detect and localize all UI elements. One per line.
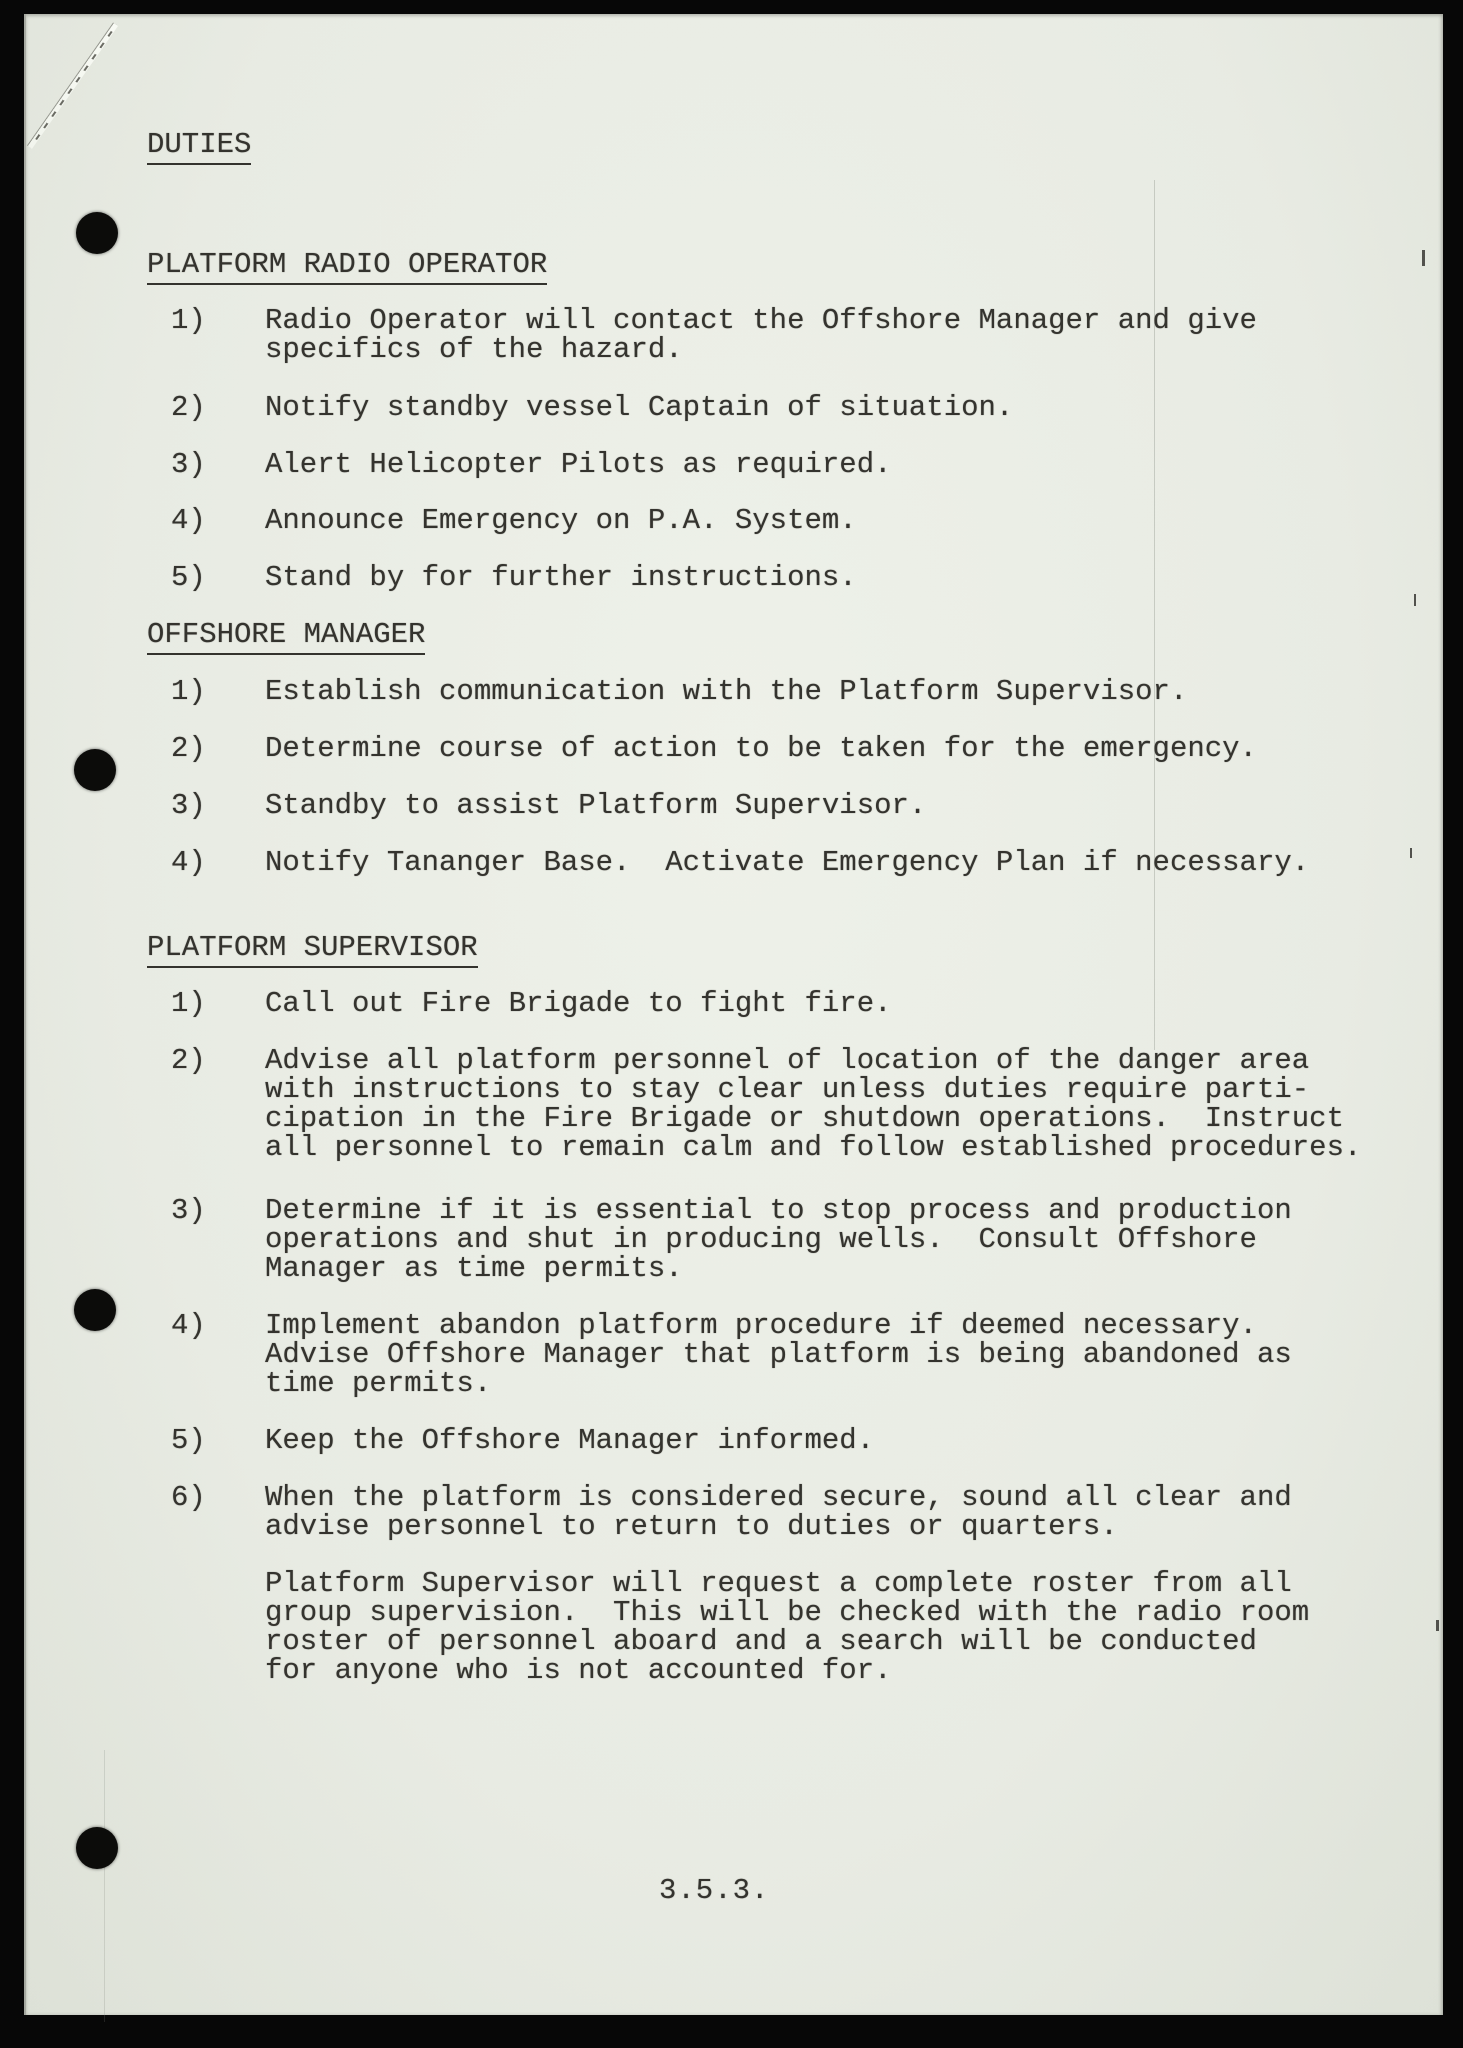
duty-list-item	[171, 393, 1013, 422]
item-text	[265, 1311, 1292, 1398]
item-text	[265, 393, 1013, 422]
scan-scratch-artifact	[28, 23, 118, 149]
duty-list-item	[171, 791, 926, 820]
text-line: Announce Emergency on P.A. System.	[265, 504, 857, 537]
text-line: for anyone who is not accounted for.	[265, 1654, 892, 1687]
text-line: Call out Fire Brigade to fight fire.	[265, 987, 892, 1020]
item-number: 2)	[171, 1044, 206, 1077]
duty-list-item	[171, 563, 857, 592]
duty-list-item	[171, 306, 1257, 364]
page-number: 3.5.3.	[659, 1874, 770, 1907]
text-line: advise personnel to return to duties or quarters.	[265, 1510, 1118, 1543]
item-text	[265, 989, 892, 1018]
item-number: 4)	[171, 504, 206, 537]
section-heading-text: OFFSHORE MANAGER	[147, 620, 425, 655]
text-line: Notify Tananger Base. Activate Emergency Plan if necessary.	[265, 846, 1310, 879]
text-line: Platform Supervisor will request a complete roster from all	[265, 1567, 1292, 1600]
item-number: 2)	[171, 732, 206, 765]
text-line: Standby to assist Platform Supervisor.	[265, 789, 927, 822]
scan-mark-artifact	[1410, 848, 1412, 858]
section-heading	[147, 250, 547, 285]
item-number: 4)	[171, 1309, 206, 1342]
text-line: When the platform is considered secure, sound all clear and	[265, 1481, 1292, 1514]
text-line: Determine course of action to be taken for the emergency.	[265, 732, 1257, 765]
scan-mark-artifact	[1436, 1620, 1439, 1631]
duty-list-item	[171, 1046, 1361, 1162]
text-line: Advise all platform personnel of location of the danger area	[265, 1044, 1310, 1077]
paper-crease-line	[104, 1750, 105, 2022]
duty-list-item	[171, 677, 1187, 706]
item-text	[265, 1046, 1361, 1162]
text-line: all personnel to remain calm and follow established procedures.	[265, 1131, 1362, 1164]
section-heading-text: PLATFORM RADIO OPERATOR	[147, 250, 547, 285]
text-line: Keep the Offshore Manager informed.	[265, 1424, 875, 1457]
hole-punch	[76, 212, 118, 254]
paper-sheet	[24, 14, 1443, 2015]
item-text	[265, 848, 1309, 877]
item-number: 3)	[171, 448, 206, 481]
section-heading	[147, 620, 425, 655]
item-number: 3)	[171, 789, 206, 822]
item-text	[265, 563, 857, 592]
item-text	[265, 677, 1187, 706]
section-heading	[147, 933, 478, 968]
duty-list-item	[171, 848, 1309, 877]
scan-mark-artifact	[1422, 250, 1425, 266]
duty-list-item	[171, 506, 857, 535]
page-title: DUTIES	[147, 130, 251, 165]
text-line: with instructions to stay clear unless duties require parti-	[265, 1073, 1310, 1106]
text-line: cipation in the Fire Brigade or shutdown operations. Instruct	[265, 1102, 1344, 1135]
text-line: Implement abandon platform procedure if deemed necessary.	[265, 1309, 1257, 1342]
text-line: roster of personnel aboard and a search will be conducted	[265, 1625, 1257, 1658]
hole-punch	[74, 1289, 116, 1331]
item-text	[265, 1196, 1292, 1283]
item-number: 5)	[171, 561, 206, 594]
hole-punch	[76, 1827, 118, 1869]
item-number: 5)	[171, 1424, 206, 1457]
item-text	[265, 734, 1257, 763]
section-heading-text: PLATFORM SUPERVISOR	[147, 933, 478, 968]
item-number: 2)	[171, 391, 206, 424]
closing-paragraph	[265, 1569, 1309, 1685]
hole-punch	[74, 749, 116, 791]
text-line: operations and shut in producing wells. Consult Offshore	[265, 1223, 1257, 1256]
item-number: 6)	[171, 1481, 206, 1514]
item-text	[265, 506, 857, 535]
item-number: 1)	[171, 675, 206, 708]
duty-list-item	[171, 989, 892, 1018]
duty-list-item	[171, 1196, 1292, 1283]
item-text	[265, 450, 892, 479]
text-line: Stand by for further instructions.	[265, 561, 857, 594]
item-number: 1)	[171, 987, 206, 1020]
duty-list-item	[171, 450, 892, 479]
text-line: Manager as time permits.	[265, 1252, 683, 1285]
item-text	[265, 306, 1257, 364]
text-line: Radio Operator will contact the Offshore Manager and give	[265, 304, 1257, 337]
duty-list-item	[171, 1483, 1292, 1541]
text-line: group supervision. This will be checked with the radio room	[265, 1596, 1310, 1629]
text-line: specifics of the hazard.	[265, 333, 683, 366]
duty-list-item	[171, 1311, 1292, 1398]
item-number: 4)	[171, 846, 206, 879]
duty-list-item	[171, 734, 1257, 763]
text-line: Advise Offshore Manager that platform is being abandoned as	[265, 1338, 1292, 1371]
item-text	[265, 1426, 874, 1455]
text-line: Establish communication with the Platform Supervisor.	[265, 675, 1188, 708]
item-number: 3)	[171, 1194, 206, 1227]
item-text	[265, 791, 926, 820]
duty-list-item	[171, 1426, 874, 1455]
text-line: time permits.	[265, 1367, 492, 1400]
text-line: Notify standby vessel Captain of situation.	[265, 391, 1014, 424]
item-text	[265, 1483, 1292, 1541]
text-line: Determine if it is essential to stop process and production	[265, 1194, 1292, 1227]
text-line: Alert Helicopter Pilots as required.	[265, 448, 892, 481]
scan-mark-artifact	[1414, 594, 1416, 606]
item-number: 1)	[171, 304, 206, 337]
